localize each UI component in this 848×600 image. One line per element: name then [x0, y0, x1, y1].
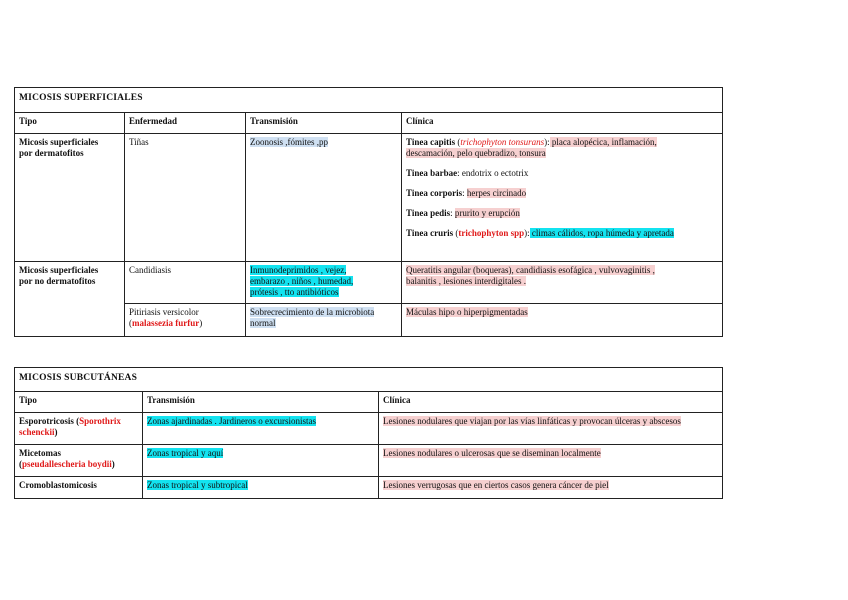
transmision-cell: Zonas tropical y aquí [143, 445, 379, 477]
clinica-cell [402, 134, 723, 262]
table-title: MICOSIS SUPERFICIALES [15, 88, 723, 113]
transmision-cell: Zonas ajardinadas . Jardineros o excursionistas [143, 413, 379, 445]
tinea-pedis: Tinea pedis: prurito y erupción [406, 208, 520, 218]
table-row [15, 413, 723, 445]
tinea-corporis: Tinea corporis: herpes circinado [406, 188, 527, 198]
column-header-tipo: Tipo [15, 392, 143, 413]
tipo-cell: Micosis superficiales por no dermatofitos [15, 262, 125, 337]
tipo-cell: Cromoblastomicosis [15, 477, 143, 499]
clinica-cell: Lesiones nodulares que viajan por las vías linfáticas y provocan úlceras y abscesos [379, 413, 723, 445]
transmision-cell: Inmunodeprimidos , vejez, embarazo , niños , humedad, prótesis , tto antibióticos [246, 262, 402, 304]
tinea-barbae: Tinea barbae: endotrix o ectotrix [406, 168, 529, 178]
enfermedad-cell: Tiñas [125, 134, 246, 262]
subcutaneous-mycoses-table [14, 367, 723, 499]
enfermedad-cell: Candidiasis [125, 262, 246, 304]
clinica-cell: Queratitis angular (boqueras), candidiasis esofágica , vulvovaginitis , balanitis , lesiones interdigitales . [402, 262, 723, 304]
superficial-mycoses-table [14, 87, 723, 337]
tipo-cell: Esporotricosis (Sporothrix schenckii) [15, 413, 143, 445]
transmision-cell: Zonas tropical y subtropical [143, 477, 379, 499]
table-row [15, 262, 723, 304]
table-row [15, 134, 723, 262]
tinea-cruris: Tinea cruris (trichophyton spp): climas cálidos, ropa húmeda y apretada [406, 228, 674, 238]
tipo-cell: Micosis superficiales por dermatofitos [15, 134, 125, 262]
column-header-tipo: Tipo [15, 113, 125, 134]
column-header-transmision: Transmisión [246, 113, 402, 134]
table-row [15, 477, 723, 499]
clinica-cell: Lesiones verrugosas que en ciertos casos genera cáncer de piel [379, 477, 723, 499]
clinica-cell: Lesiones nodulares o ulcerosas que se diseminan localmente [379, 445, 723, 477]
clinica-cell: Máculas hipo o hiperpigmentadas [402, 304, 723, 337]
column-header-enfermedad: Enfermedad [125, 113, 246, 134]
column-header-clinica: Clínica [379, 392, 723, 413]
tinea-capitis: Tinea capitis (trichophyton tonsurans): placa alopécica, inflamación, descamación, pelo quebradizo, tonsura [406, 137, 657, 158]
tipo-cell: Micetomas (pseudallescheria boydii) [15, 445, 143, 477]
transmision-cell: Zoonosis ,fómites ,pp [246, 134, 402, 262]
table-title: MICOSIS SUBCUTÁNEAS [15, 368, 723, 392]
column-header-clinica: Clínica [402, 113, 723, 134]
table-row [15, 445, 723, 477]
transmision-cell: Sobrecrecimiento de la microbiota normal [246, 304, 402, 337]
column-header-transmision: Transmisión [143, 392, 379, 413]
enfermedad-cell: Pitiriasis versicolor (malassezia furfur) [125, 304, 246, 337]
